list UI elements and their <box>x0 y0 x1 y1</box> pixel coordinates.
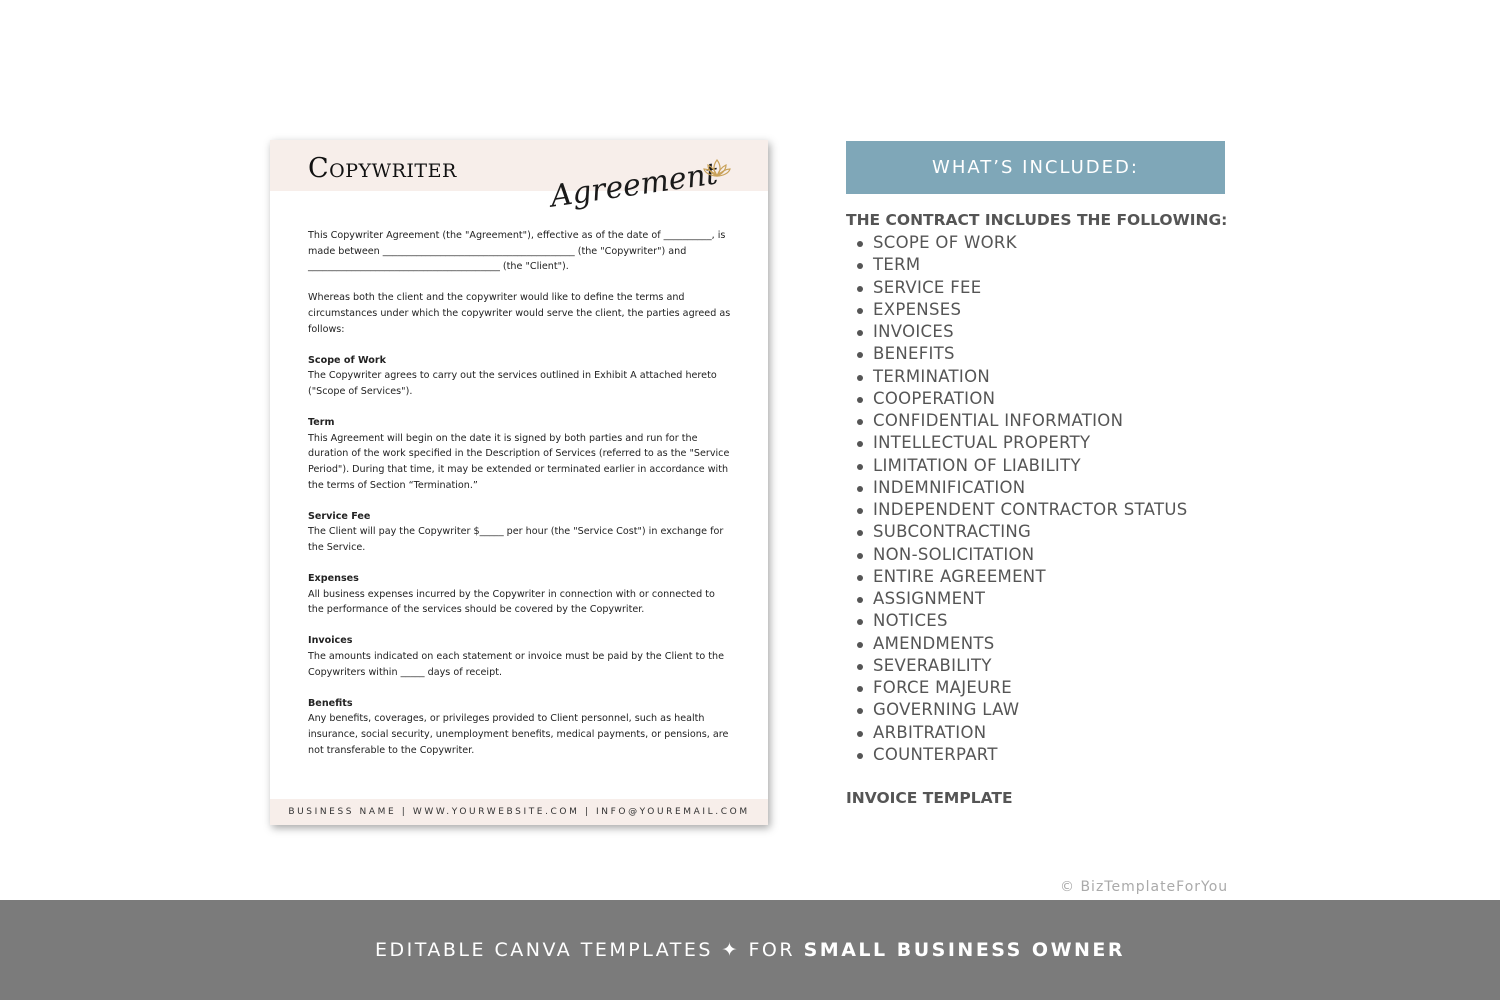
tagline-emphasis: SMALL BUSINESS OWNER <box>803 939 1126 961</box>
included-item: EXPENSES <box>873 299 1187 321</box>
included-item: INTELLECTUAL PROPERTY <box>873 432 1187 454</box>
section-text: All business expenses incurred by the Copywriter in connection with or connected to the performance of the services should be covered by the Copywriter. <box>308 588 715 616</box>
included-item: BENEFITS <box>873 343 1187 365</box>
included-items-list <box>846 232 1187 766</box>
included-item: SEVERABILITY <box>873 655 1187 677</box>
document-intro: This Copywriter Agreement (the "Agreement"), effective as of the date of __________, is made between ________________________________________ (the "Copywriter") and ________________________________________ (the "Client"). <box>308 230 726 273</box>
agreement-document-preview <box>270 140 768 825</box>
section-title: Service Fee <box>308 510 371 522</box>
section-title: Benefits <box>308 697 353 709</box>
whats-included-banner: WHAT’S INCLUDED: <box>846 141 1225 194</box>
included-item: SERVICE FEE <box>873 277 1187 299</box>
included-item: AMENDMENTS <box>873 633 1187 655</box>
included-item: ENTIRE AGREEMENT <box>873 566 1187 588</box>
section-text: Any benefits, coverages, or privileges provided to Client personnel, such as health insurance, social security, unemployment benefits, medical payments, or pensions, are not transferable to the Copywriter. <box>308 713 729 756</box>
section-title: Expenses <box>308 573 359 585</box>
section-title: Term <box>308 417 335 429</box>
document-section <box>308 353 732 400</box>
included-item: CONFIDENTIAL INFORMATION <box>873 410 1187 432</box>
included-item: COUNTERPART <box>873 744 1187 766</box>
document-body <box>308 228 732 774</box>
included-item: COOPERATION <box>873 388 1187 410</box>
included-item: ASSIGNMENT <box>873 588 1187 610</box>
document-section <box>308 509 732 556</box>
section-text: This Agreement will begin on the date it is signed by both parties and run for the duration of the work specified in the Description of Services (referred to as the "Service Period"). During that time, it may be extended or terminated earlier in accordance with the terms of Section “Termination.” <box>308 432 730 491</box>
included-item: LIMITATION OF LIABILITY <box>873 455 1187 477</box>
document-script-title: Agreement <box>548 156 720 215</box>
included-item: INDEMNIFICATION <box>873 477 1187 499</box>
tagline-middle: FOR <box>748 939 796 961</box>
section-text: The amounts indicated on each statement or invoice must be paid by the Client to the Copywriters within _____ days of receipt. <box>308 651 725 678</box>
bottom-tagline-bar <box>0 900 1500 1000</box>
included-item: TERMINATION <box>873 366 1187 388</box>
included-item: NOTICES <box>873 610 1187 632</box>
section-title: Invoices <box>308 635 353 647</box>
invoice-template-heading: INVOICE TEMPLATE <box>846 789 1013 807</box>
copyright-text: © BizTemplateForYou <box>1060 879 1229 895</box>
document-section <box>308 633 732 680</box>
included-item: SCOPE OF WORK <box>873 232 1187 254</box>
document-section <box>308 696 732 758</box>
included-item: INDEPENDENT CONTRACTOR STATUS <box>873 499 1187 521</box>
included-item: SUBCONTRACTING <box>873 521 1187 543</box>
document-section <box>308 415 732 493</box>
section-title: Scope of Work <box>308 354 386 366</box>
included-item: TERM <box>873 254 1187 276</box>
included-item: GOVERNING LAW <box>873 699 1187 721</box>
document-footer: BUSINESS NAME | WWW.YOURWEBSITE.COM | INFO@YOUREMAIL.COM <box>270 799 768 825</box>
included-item: NON-SOLICITATION <box>873 544 1187 566</box>
document-sections <box>308 353 732 758</box>
lotus-icon <box>702 157 732 181</box>
document-title: Copywriter <box>308 153 457 184</box>
document-section <box>308 571 732 618</box>
included-item: ARBITRATION <box>873 722 1187 744</box>
included-item: FORCE MAJEURE <box>873 677 1187 699</box>
section-text: The Client will pay the Copywriter $_____ per hour (the "Service Cost") in exchange for the Service. <box>308 526 724 553</box>
tagline-prefix: EDITABLE CANVA TEMPLATES <box>374 939 713 961</box>
contract-includes-heading: THE CONTRACT INCLUDES THE FOLLOWING: <box>846 211 1228 229</box>
section-text: The Copywriter agrees to carry out the services outlined in Exhibit A attached hereto ("Scope of Services"). <box>308 370 717 397</box>
included-item: INVOICES <box>873 321 1187 343</box>
sparkle-icon: ✦ <box>721 939 740 961</box>
document-whereas: Whereas both the client and the copywriter would like to define the terms and circumstances under which the copywriter would serve the client, the parties agreed as follows: <box>308 292 731 335</box>
